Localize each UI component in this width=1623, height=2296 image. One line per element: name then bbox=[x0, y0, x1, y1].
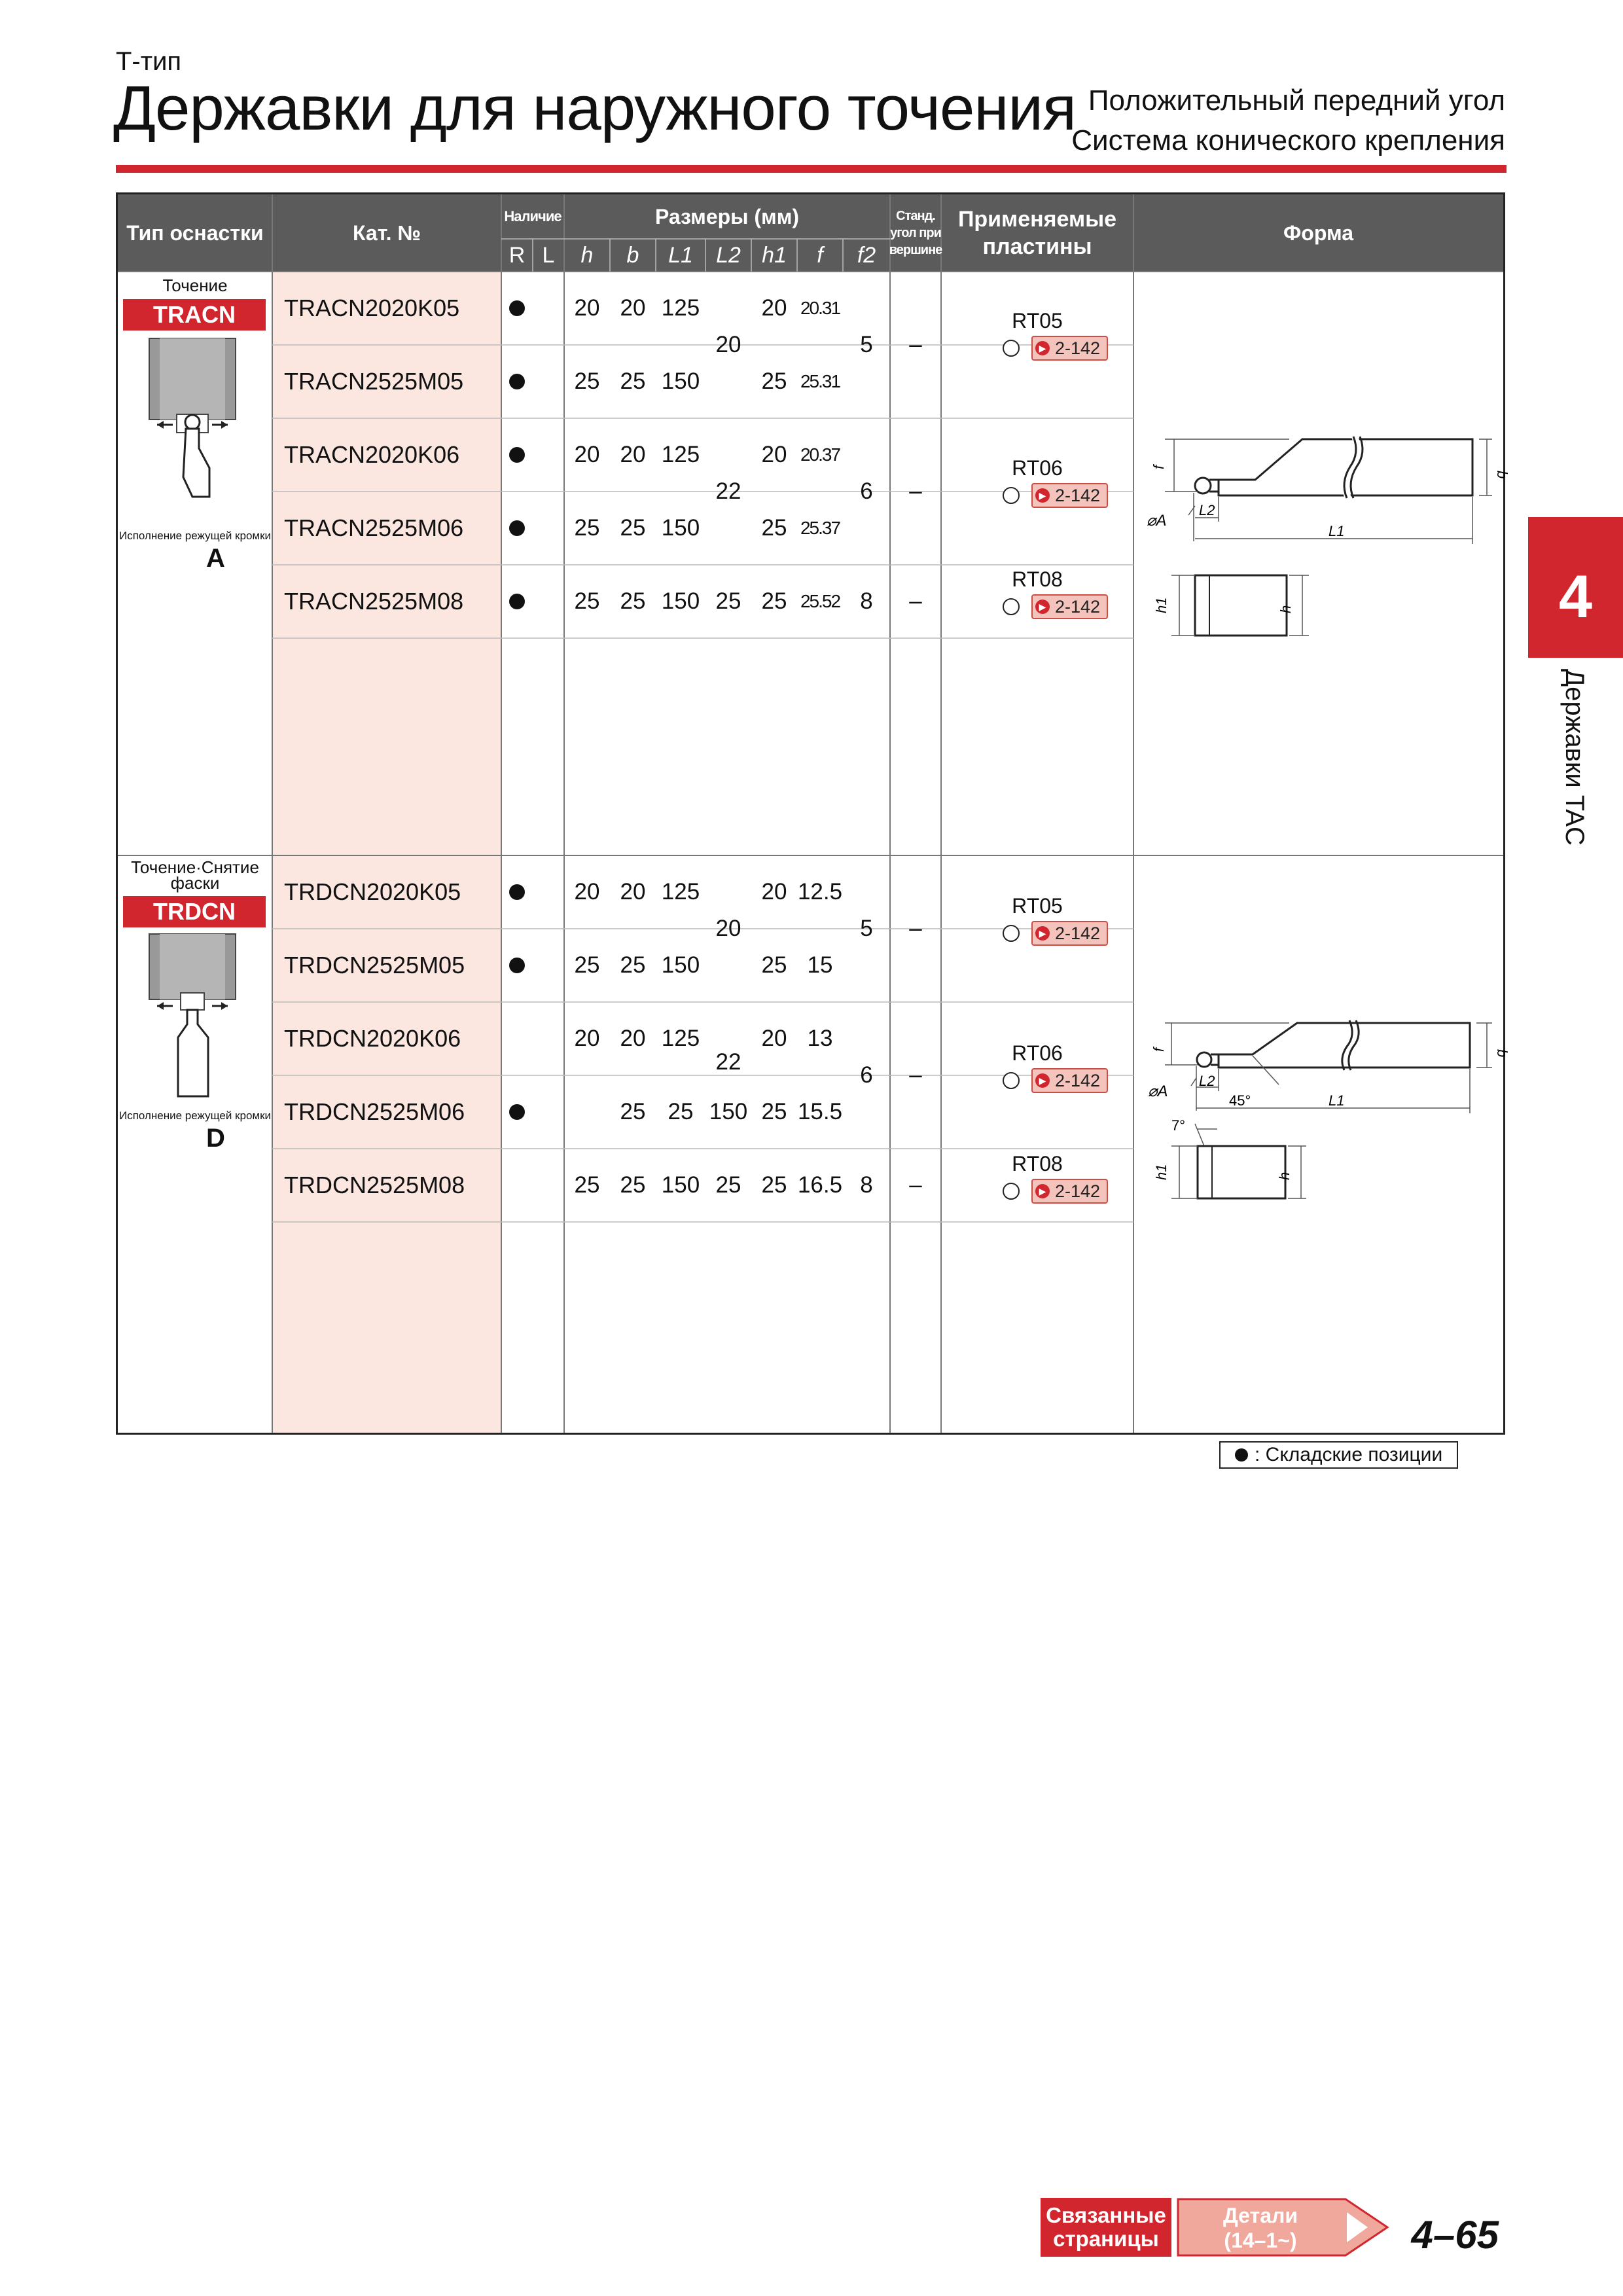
dim-h: 20 bbox=[574, 1026, 600, 1051]
dim-label-l1: L1 bbox=[1329, 1092, 1345, 1109]
stock-dot bbox=[501, 492, 533, 565]
insert-name: RT05 bbox=[1012, 894, 1063, 918]
dim-l1: 25 bbox=[668, 1099, 694, 1124]
arrow-right-icon: ▶ bbox=[1035, 1073, 1050, 1088]
arrow-right-icon: ▶ bbox=[1035, 488, 1050, 503]
catalog-number: TRDCN2525M05 bbox=[284, 952, 465, 978]
dim-label-l2: L2 bbox=[1199, 1073, 1215, 1089]
dim-f: 25.52 bbox=[800, 591, 840, 611]
dim-label-45: 45° bbox=[1229, 1092, 1251, 1109]
dim-l1: 150 bbox=[661, 1172, 700, 1198]
dim-label-h1: h1 bbox=[1153, 1164, 1169, 1180]
page-title: Державки для наружного точения bbox=[113, 73, 1076, 143]
dim-label-b: b bbox=[1494, 1049, 1510, 1058]
catalog-number: TRACN2020K06 bbox=[284, 441, 460, 468]
page-link-label: 2-142 bbox=[1055, 1181, 1101, 1201]
dim-l2: 20 bbox=[715, 332, 741, 357]
arrow-right-icon: ▶ bbox=[1035, 600, 1050, 614]
stock-dot-icon bbox=[509, 594, 525, 609]
dim-h1: 25 bbox=[761, 515, 787, 541]
related-pages-button[interactable] bbox=[1041, 2198, 1171, 2257]
header-catalog: Кат. № bbox=[352, 221, 421, 245]
dim-f2: 5 bbox=[860, 332, 873, 357]
dim-f: 25.37 bbox=[800, 518, 840, 538]
subheader-h: h bbox=[580, 242, 594, 268]
dim-l2: 25 bbox=[715, 588, 741, 614]
subheader-f2: f2 bbox=[857, 242, 876, 268]
title-underline bbox=[116, 165, 1507, 173]
catalog-number: TRDCN2525M06 bbox=[284, 1098, 465, 1125]
dim-h: 25 bbox=[574, 1172, 600, 1198]
dim-label-l1: L1 bbox=[1329, 523, 1345, 539]
insert-ref bbox=[1003, 1179, 1108, 1204]
page-link-label: 2-142 bbox=[1055, 1070, 1101, 1090]
header-inserts: Применяемые пластины bbox=[957, 206, 1117, 259]
series-badge: TRDCN bbox=[123, 896, 266, 927]
subtitle: Т-тип bbox=[116, 47, 182, 76]
dim-label-h1: h1 bbox=[1153, 597, 1169, 613]
dim-f2: 6 bbox=[860, 1062, 873, 1088]
dim-label-h: h bbox=[1277, 605, 1294, 613]
dim-h: 25 bbox=[574, 952, 600, 978]
stock-dot bbox=[501, 418, 533, 492]
dim-b: 25 bbox=[620, 1172, 646, 1198]
availability-circle-icon bbox=[1003, 1183, 1020, 1200]
dim-b: 25 bbox=[620, 588, 646, 614]
catalog-number: TRACN2525M05 bbox=[284, 368, 464, 395]
edge-label: Исполнение режущей кромки bbox=[118, 529, 272, 542]
page-number: 4–65 bbox=[1411, 2213, 1499, 2257]
dim-l1: 150 bbox=[661, 588, 700, 614]
chapter-number: 4 bbox=[1558, 564, 1593, 630]
arrow-right-icon: ▶ bbox=[1035, 1184, 1050, 1198]
dim-h1: 20 bbox=[761, 1026, 787, 1051]
series-badge: TRACN bbox=[123, 299, 266, 331]
details-line1: Детали bbox=[1222, 2204, 1298, 2227]
dim-label-f: f bbox=[1150, 465, 1167, 469]
dim-h1: 25 bbox=[761, 588, 787, 614]
insert-name: RT08 bbox=[1012, 1152, 1063, 1175]
dim-f2: 6 bbox=[860, 478, 873, 504]
header-availability: Наличие bbox=[504, 208, 562, 225]
stock-dot-icon bbox=[509, 447, 525, 463]
details-button[interactable] bbox=[1178, 2198, 1389, 2257]
header-type: Тип оснастки bbox=[126, 221, 264, 245]
page-link-label: 2-142 bbox=[1055, 485, 1101, 505]
catalog-number: TRDCN2020K06 bbox=[284, 1025, 461, 1052]
dim-f2: 8 bbox=[860, 1172, 873, 1198]
dim-f: 13 bbox=[807, 1026, 833, 1051]
std-angle: – bbox=[909, 916, 922, 941]
chapter-tab[interactable] bbox=[1528, 517, 1623, 658]
catalog-number: TRACN2525M08 bbox=[284, 588, 464, 615]
dim-h1: 20 bbox=[761, 879, 787, 905]
insert-ref bbox=[1003, 336, 1108, 361]
header-std-angle bbox=[890, 194, 941, 272]
related-pages-line1: Связанные bbox=[1046, 2203, 1166, 2227]
dim-l1: 150 bbox=[661, 368, 700, 394]
dim-b: 25 bbox=[620, 1099, 646, 1124]
tool-illustration bbox=[144, 337, 249, 501]
page-link-label: 2-142 bbox=[1055, 596, 1101, 617]
dim-l1: 125 bbox=[661, 879, 700, 905]
dim-b: 25 bbox=[620, 368, 646, 394]
dim-f: 12.5 bbox=[797, 879, 843, 905]
dim-b: 20 bbox=[620, 295, 646, 321]
dim-l2: 20 bbox=[715, 916, 741, 941]
tool-illustration bbox=[144, 933, 249, 1103]
form-drawing bbox=[1145, 423, 1510, 672]
dim-f: 15.5 bbox=[797, 1099, 843, 1124]
insert-name: RT06 bbox=[1012, 1041, 1063, 1065]
op-label: Точение·Снятие фаски bbox=[131, 857, 259, 893]
insert-name: RT08 bbox=[1012, 567, 1063, 591]
std-angle: – bbox=[909, 1172, 922, 1198]
subheader-l2: L2 bbox=[716, 242, 741, 268]
insert-name: RT05 bbox=[1012, 309, 1063, 332]
dim-label-b: b bbox=[1494, 471, 1510, 479]
insert-ref bbox=[1003, 594, 1108, 619]
dim-l1: 150 bbox=[661, 952, 700, 978]
dim-l2: 22 bbox=[715, 478, 741, 504]
subheader-l: L bbox=[542, 242, 555, 268]
catalog-number: TRDCN2020K05 bbox=[284, 878, 461, 905]
op-label: Точение bbox=[162, 276, 228, 295]
dim-l1: 125 bbox=[661, 442, 700, 467]
dim-h1: 25 bbox=[761, 1172, 787, 1198]
dim-f2: 8 bbox=[860, 588, 873, 614]
dim-h: 20 bbox=[574, 442, 600, 467]
std-angle: – bbox=[909, 478, 922, 504]
std-angle: – bbox=[909, 588, 922, 614]
stock-dot bbox=[501, 929, 533, 1002]
stock-dot-icon bbox=[509, 1104, 525, 1120]
header-feature-1: Положительный передний угол bbox=[1088, 84, 1505, 117]
dim-b: 20 bbox=[620, 1026, 646, 1051]
availability-circle-icon bbox=[1003, 487, 1020, 504]
insert-ref bbox=[1003, 483, 1108, 508]
std-angle: – bbox=[909, 1062, 922, 1088]
header-std-angle-3: вершине bbox=[889, 243, 942, 257]
header-dimensions: Размеры (мм) bbox=[654, 205, 800, 228]
dim-f2: 5 bbox=[860, 916, 873, 941]
dim-f: 25.31 bbox=[800, 371, 840, 391]
dim-l2: 150 bbox=[709, 1099, 748, 1124]
stock-dot bbox=[501, 855, 533, 929]
subheader-b: b bbox=[626, 242, 639, 268]
insert-ref bbox=[1003, 1068, 1108, 1093]
stock-dot bbox=[501, 1075, 533, 1149]
catalog-number: TRACN2020K05 bbox=[284, 295, 460, 321]
stock-dot-icon bbox=[509, 300, 525, 316]
form-drawing bbox=[1145, 1006, 1510, 1248]
availability-circle-icon bbox=[1003, 340, 1020, 357]
dim-label-f: f bbox=[1150, 1047, 1167, 1052]
dim-label-a: ⌀A bbox=[1148, 1083, 1168, 1100]
dim-h: 20 bbox=[574, 295, 600, 321]
details-line2: (14–1~) bbox=[1224, 2229, 1297, 2252]
dim-label-l2: L2 bbox=[1199, 502, 1215, 518]
page-link[interactable] bbox=[1031, 483, 1108, 508]
edge-label: Исполнение режущей кромки bbox=[118, 1109, 272, 1122]
dim-h1: 25 bbox=[761, 1099, 787, 1124]
dim-h1: 20 bbox=[761, 442, 787, 467]
stock-dot bbox=[501, 565, 533, 638]
dim-label-a: ⌀A bbox=[1147, 512, 1167, 529]
page-link[interactable] bbox=[1031, 1068, 1108, 1093]
subheader-r: R bbox=[508, 242, 526, 268]
subheader-l1: L1 bbox=[668, 242, 693, 268]
subheader-h1: h1 bbox=[762, 242, 787, 268]
dim-h: 25 bbox=[574, 515, 600, 541]
edge-letter: D bbox=[206, 1124, 225, 1153]
dim-h1: 25 bbox=[761, 952, 787, 978]
dim-f: 16.5 bbox=[797, 1172, 843, 1198]
insert-name: RT06 bbox=[1012, 456, 1063, 480]
dim-h: 25 bbox=[574, 368, 600, 394]
stock-dot-icon bbox=[509, 958, 525, 973]
dim-l1: 150 bbox=[661, 515, 700, 541]
availability-circle-icon bbox=[1003, 925, 1020, 942]
header-feature-2: Система конического крепления bbox=[1071, 124, 1505, 156]
dim-l1: 125 bbox=[661, 1026, 700, 1051]
arrow-right-icon: ▶ bbox=[1035, 341, 1050, 355]
availability-circle-icon bbox=[1003, 598, 1020, 615]
page-link[interactable] bbox=[1031, 921, 1108, 946]
std-angle: – bbox=[909, 332, 922, 357]
dim-l2: 25 bbox=[715, 1172, 741, 1198]
dim-h: 20 bbox=[574, 879, 600, 905]
stock-legend bbox=[1219, 1441, 1458, 1469]
subheader-f: f bbox=[817, 242, 823, 268]
dim-l1: 125 bbox=[661, 295, 700, 321]
stock-legend-label: : Складские позиции bbox=[1255, 1444, 1443, 1465]
dim-b: 20 bbox=[620, 442, 646, 467]
page-link[interactable] bbox=[1031, 594, 1108, 619]
dim-h1: 25 bbox=[761, 368, 787, 394]
chapter-label: Державки TAC bbox=[1560, 669, 1589, 846]
dim-label-h: h bbox=[1276, 1172, 1293, 1180]
stock-dot-icon bbox=[509, 884, 525, 900]
arrow-right-icon: ▶ bbox=[1035, 926, 1050, 941]
stock-dot-icon bbox=[509, 520, 525, 536]
stock-dot-icon bbox=[1235, 1448, 1248, 1462]
edge-letter: A bbox=[206, 544, 225, 573]
header-std-angle-1: Станд. bbox=[896, 209, 935, 223]
spec-table bbox=[116, 192, 1510, 1435]
insert-ref bbox=[1003, 921, 1108, 946]
dim-f: 20.31 bbox=[800, 298, 840, 318]
stock-dot bbox=[501, 272, 533, 345]
header-std-angle-2: угол при bbox=[890, 226, 941, 240]
related-pages-line2: страницы bbox=[1053, 2227, 1159, 2251]
catalog-number: TRACN2525M06 bbox=[284, 514, 464, 541]
dim-h: 25 bbox=[574, 588, 600, 614]
dim-h1: 20 bbox=[761, 295, 787, 321]
dim-b: 25 bbox=[620, 515, 646, 541]
dim-label-7: 7° bbox=[1171, 1117, 1186, 1134]
availability-circle-icon bbox=[1003, 1072, 1020, 1089]
dim-b: 20 bbox=[620, 879, 646, 905]
dim-f: 20.37 bbox=[800, 444, 840, 465]
dim-l2: 22 bbox=[715, 1049, 741, 1075]
header-form: Форма bbox=[1283, 221, 1354, 245]
page-link[interactable] bbox=[1031, 336, 1108, 361]
page-link-label: 2-142 bbox=[1055, 923, 1101, 943]
dim-f: 15 bbox=[807, 952, 833, 978]
stock-dot bbox=[501, 345, 533, 418]
stock-dot-icon bbox=[509, 374, 525, 389]
dim-b: 25 bbox=[620, 952, 646, 978]
catalog-number: TRDCN2525M08 bbox=[284, 1172, 465, 1198]
page-link[interactable] bbox=[1031, 1179, 1108, 1204]
page-link-label: 2-142 bbox=[1055, 338, 1101, 358]
